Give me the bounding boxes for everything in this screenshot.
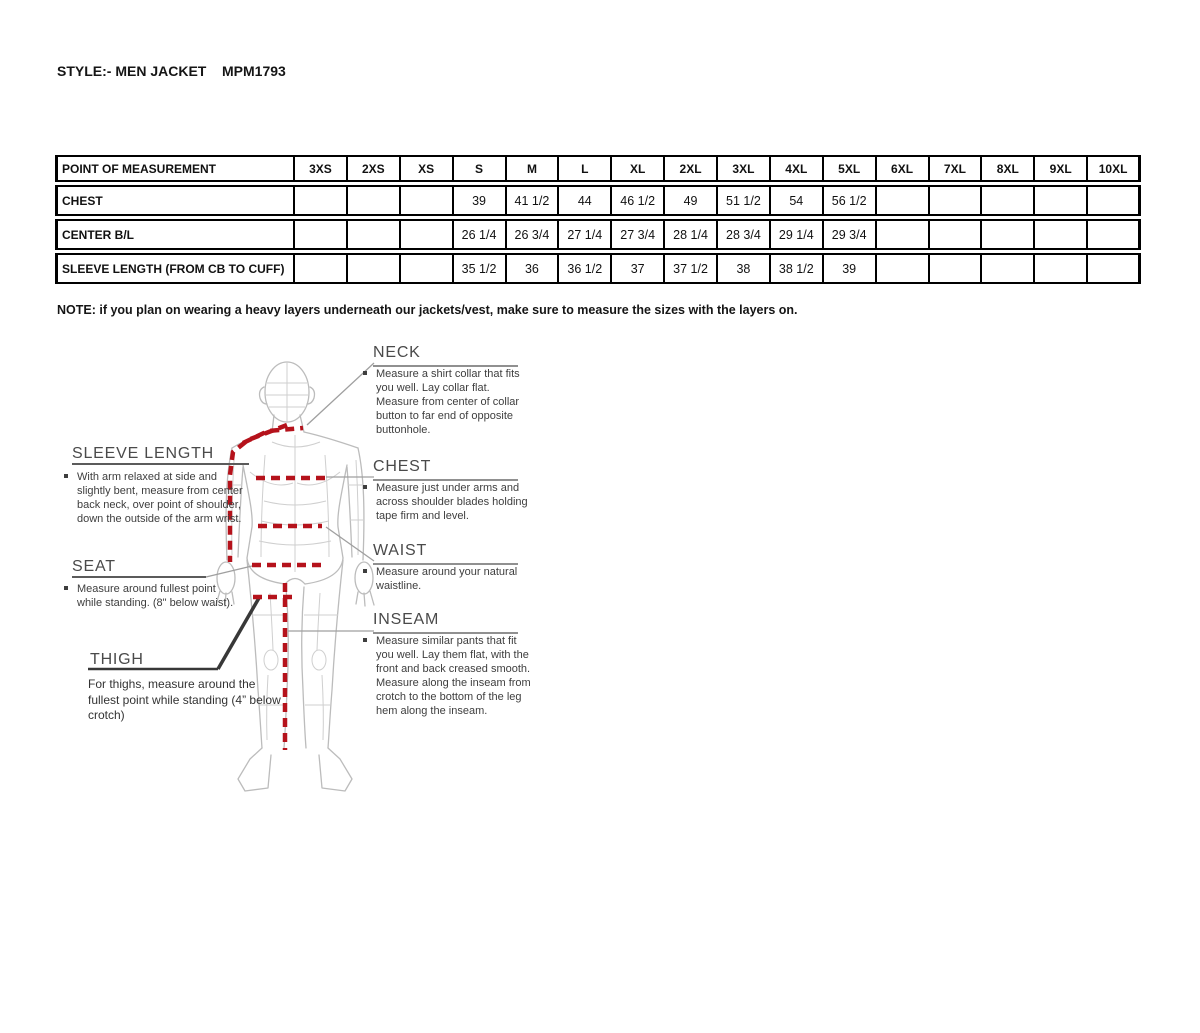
size-col-header: L: [559, 155, 612, 182]
seat-label: SEAT: [72, 558, 116, 575]
size-cell: [930, 185, 983, 216]
size-cell: 44: [559, 185, 612, 216]
size-cell: 29 1/4: [771, 219, 824, 250]
sleeve-length-description: [77, 470, 245, 526]
waist-description: [376, 565, 526, 593]
size-col-header: M: [507, 155, 560, 182]
size-cell: [1088, 185, 1141, 216]
size-cell: 29 3/4: [824, 219, 877, 250]
size-col-header: 2XS: [348, 155, 401, 182]
thigh-description: [88, 677, 283, 724]
note-text: NOTE: if you plan on wearing a heavy layers underneath our jackets/vest, make sure to measure the sizes with the layers on.: [57, 303, 798, 317]
size-cell: [295, 185, 348, 216]
size-cell: 41 1/2: [507, 185, 560, 216]
size-col-header: 6XL: [877, 155, 930, 182]
size-cell: 49: [665, 185, 718, 216]
size-cell: 39: [454, 185, 507, 216]
size-cell: 28 1/4: [665, 219, 718, 250]
inseam-label: INSEAM: [373, 611, 518, 634]
table-row-chest: [55, 185, 1141, 216]
size-cell: [1088, 219, 1141, 250]
size-cell: 27 3/4: [612, 219, 665, 250]
size-col-header: 3XS: [295, 155, 348, 182]
size-cell: [930, 219, 983, 250]
size-table: [55, 152, 1141, 287]
row-label: SLEEVE LENGTH (FROM CB TO CUFF): [55, 253, 295, 284]
size-cell: 38 1/2: [771, 253, 824, 284]
size-col-header: 9XL: [1035, 155, 1088, 182]
style-code: MPM1793: [222, 63, 286, 79]
row-label: CENTER B/L: [55, 219, 295, 250]
size-col-header: 2XL: [665, 155, 718, 182]
size-cell: 37 1/2: [665, 253, 718, 284]
size-cell: 26 3/4: [507, 219, 560, 250]
size-cell: 54: [771, 185, 824, 216]
size-col-header: 8XL: [982, 155, 1035, 182]
size-cell: 51 1/2: [718, 185, 771, 216]
size-cell: [982, 185, 1035, 216]
size-cell: [982, 253, 1035, 284]
chest-label: CHEST: [373, 458, 518, 481]
measurement-header: POINT OF MEASUREMENT: [55, 155, 295, 182]
bullet-square-icon: [363, 371, 367, 375]
size-cell: 37: [612, 253, 665, 284]
size-cell: 36 1/2: [559, 253, 612, 284]
inseam-description: [376, 634, 534, 718]
size-cell: 26 1/4: [454, 219, 507, 250]
size-col-header: 10XL: [1088, 155, 1141, 182]
chest-description: [376, 481, 534, 523]
size-cell: [982, 219, 1035, 250]
size-cell: [877, 253, 930, 284]
waist-label: WAIST: [373, 542, 518, 565]
size-cell: [348, 253, 401, 284]
size-cell: 27 1/4: [559, 219, 612, 250]
seat-description: [77, 582, 237, 610]
bullet-square-icon: [64, 586, 68, 590]
seat-leader-line: [206, 566, 252, 577]
size-cell: [1088, 253, 1141, 284]
waist-leader-line: [326, 527, 374, 561]
size-cell: [295, 219, 348, 250]
size-col-header: S: [454, 155, 507, 182]
size-cell: [877, 185, 930, 216]
bullet-square-icon: [363, 485, 367, 489]
table-row-sleeve-length: [55, 253, 1141, 284]
size-table-header-row: [55, 155, 1141, 182]
size-col-header: 4XL: [771, 155, 824, 182]
size-cell: 28 3/4: [718, 219, 771, 250]
size-cell: [930, 253, 983, 284]
table-row-center-bl: [55, 219, 1141, 250]
size-col-header: 5XL: [824, 155, 877, 182]
bullet-square-icon: [363, 638, 367, 642]
size-col-header: XL: [612, 155, 665, 182]
chest-description-text: Measure just under arms and across shoulder blades holding tape firm and level.: [376, 482, 528, 522]
size-cell: 46 1/2: [612, 185, 665, 216]
bullet-square-icon: [363, 569, 367, 573]
size-cell: [401, 253, 454, 284]
size-cell: [1035, 253, 1088, 284]
thigh-label: THIGH: [90, 651, 144, 668]
size-cell: [401, 219, 454, 250]
bullet-square-icon: [64, 474, 68, 478]
size-cell: [401, 185, 454, 216]
size-col-header: 7XL: [930, 155, 983, 182]
style-label: STYLE:- MEN JACKET: [57, 63, 207, 79]
size-cell: [1035, 219, 1088, 250]
sleeve-length-description-text: With arm relaxed at side and slightly bent, measure from center back neck, over point of shoulder, down the outside of the arm wrist.: [77, 471, 243, 525]
size-cell: 35 1/2: [454, 253, 507, 284]
size-col-header: 3XL: [718, 155, 771, 182]
size-cell: [348, 219, 401, 250]
neck-description-text: Measure a shirt collar that fits you well. Lay collar flat. Measure from center of collar button to far end of opposite buttonhole.: [376, 368, 520, 436]
neck-description: [376, 367, 524, 437]
size-cell: [1035, 185, 1088, 216]
row-label: CHEST: [55, 185, 295, 216]
seat-description-text: Measure around fullest point while standing. (8" below waist).: [77, 583, 234, 609]
size-cell: [295, 253, 348, 284]
size-cell: [348, 185, 401, 216]
inseam-description-text: Measure similar pants that fit you well. Lay them flat, with the front and back creased smooth. Measure along the inseam from crotch to the bottom of the leg hem along the inseam.: [376, 635, 531, 717]
size-cell: 56 1/2: [824, 185, 877, 216]
sleeve-length-label: SLEEVE LENGTH: [72, 445, 215, 462]
waist-description-text: Measure around your natural waistline.: [376, 566, 518, 592]
size-cell: 38: [718, 253, 771, 284]
size-cell: [877, 219, 930, 250]
size-col-header: XS: [401, 155, 454, 182]
thigh-description-text: For thighs, measure around the fullest point while standing (4” below crotch): [88, 677, 281, 722]
size-cell: 39: [824, 253, 877, 284]
size-cell: 36: [507, 253, 560, 284]
neck-label: NECK: [373, 344, 518, 367]
